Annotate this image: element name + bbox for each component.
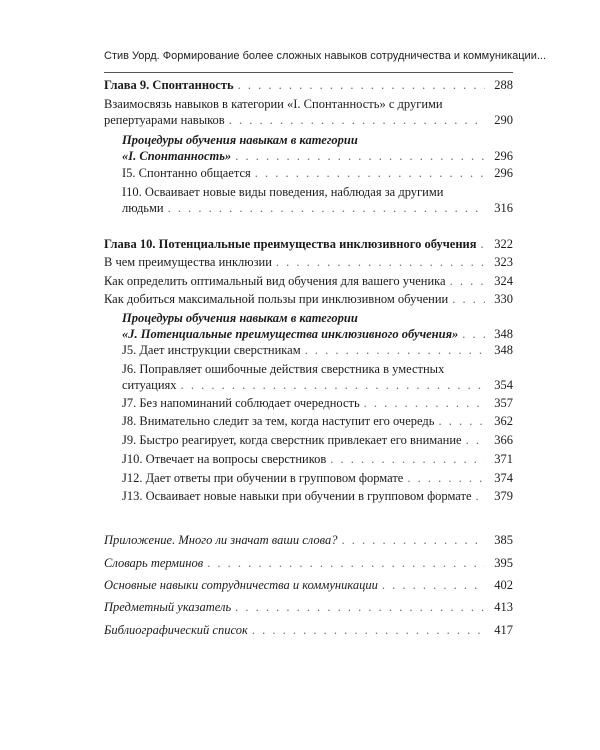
toc-title: J8. Внимательно следит за тем, когда наступит его очередь: [122, 414, 435, 428]
toc-title: I5. Спонтанно общается: [122, 166, 251, 180]
dot-leader: [438, 413, 485, 429]
toc-title: Процедуры обучения навыкам в категории: [122, 133, 358, 147]
toc-entry[interactable]: [104, 254, 513, 270]
dot-leader: [364, 395, 485, 411]
toc-page: 296: [494, 166, 513, 180]
toc-skill[interactable]: [122, 361, 513, 393]
dot-leader: [452, 291, 485, 307]
toc-bibliography[interactable]: [104, 622, 513, 638]
dot-leader: [255, 165, 485, 181]
toc-page: 402: [494, 578, 513, 592]
toc-page: 288: [494, 78, 513, 92]
toc-title: Предметный указатель: [104, 600, 232, 614]
toc-title: J6. Поправляет ошибочные действия сверстника в уместных: [122, 362, 445, 376]
toc-page: 413: [494, 600, 513, 614]
toc-page: 323: [494, 255, 513, 269]
dot-leader: [466, 432, 485, 448]
toc-skill[interactable]: [122, 413, 513, 429]
toc-page: 362: [494, 414, 513, 428]
toc-glossary[interactable]: [104, 555, 513, 571]
toc-page: 322: [494, 237, 513, 251]
dot-leader: [450, 273, 485, 289]
toc-procedures[interactable]: [122, 310, 513, 342]
dot-leader: [168, 200, 485, 216]
toc-appendix[interactable]: [104, 532, 513, 548]
toc-title: J13. Осваивает новые навыки при обучении в групповом формате: [122, 489, 472, 503]
dot-leader: [238, 77, 485, 93]
toc-skill[interactable]: [122, 432, 513, 448]
dot-leader: [341, 532, 485, 548]
dot-leader: [330, 451, 485, 467]
toc-page: 316: [494, 201, 513, 215]
toc-skill[interactable]: [122, 184, 513, 216]
toc-title: Словарь терминов: [104, 556, 204, 570]
toc-page: 296: [494, 149, 513, 163]
toc-page: 348: [494, 343, 513, 357]
toc-title-cont: репертуарами навыков: [104, 113, 225, 127]
dot-leader: [235, 599, 485, 615]
toc-chapter-9[interactable]: [104, 77, 513, 93]
toc-page: 371: [494, 452, 513, 466]
toc-page: 348: [494, 327, 513, 341]
toc-title: I10. Осваивает новые виды поведения, наблюдая за другими: [122, 185, 444, 199]
toc-page: 357: [494, 396, 513, 410]
toc-title: J10. Отвечает на вопросы сверстников: [122, 452, 327, 466]
toc-title: Взаимосвязь навыков в категории «I. Спонтанность» с другими: [104, 97, 443, 111]
toc-title: Процедуры обучения навыкам в категории: [122, 311, 358, 325]
toc-page: 366: [494, 433, 513, 447]
dot-leader: [305, 342, 485, 358]
toc-title: Глава 9. Спонтанность: [104, 78, 234, 92]
toc-page: 417: [494, 623, 513, 637]
header-rule: [104, 72, 513, 73]
toc-page: 379: [494, 489, 513, 503]
toc-title: Приложение. Много ли значат ваши слова?: [104, 533, 338, 547]
toc-title: J7. Без напоминаний соблюдает очередность: [122, 396, 360, 410]
dot-leader: [382, 577, 485, 593]
toc-page: 395: [494, 556, 513, 570]
toc-title-cont: «I. Спонтанность»: [122, 149, 232, 163]
running-header: Стив Уорд. Формирование более сложных навыков сотрудничества и коммуникации...: [104, 50, 547, 62]
toc-page: 354: [494, 378, 513, 392]
toc-page: 385: [494, 533, 513, 547]
toc-page: 330: [494, 292, 513, 306]
dot-leader: [207, 555, 485, 571]
dot-leader: [229, 112, 485, 128]
dot-leader: [252, 622, 485, 638]
dot-leader: [181, 377, 485, 393]
dot-leader: [407, 470, 485, 486]
toc-title: J9. Быстро реагирует, когда сверстник привлекает его внимание: [122, 433, 462, 447]
toc-title: Как определить оптимальный вид обучения для вашего ученика: [104, 274, 446, 288]
toc-skill[interactable]: [122, 470, 513, 486]
toc-title: Глава 10. Потенциальные преимущества инклюзивного обучения: [104, 237, 477, 251]
toc-skill[interactable]: [122, 488, 513, 504]
toc-skill[interactable]: [122, 451, 513, 467]
toc-page: 374: [494, 471, 513, 485]
toc-title: В чем преимущества инклюзии: [104, 255, 272, 269]
toc-entry[interactable]: [104, 291, 513, 307]
toc-title-cont: «J. Потенциальные преимущества инклюзивного обучения»: [122, 327, 459, 341]
toc-skills-list[interactable]: [104, 577, 513, 593]
dot-leader: [476, 488, 485, 504]
toc-page: 290: [494, 113, 513, 127]
toc-title: J12. Дает ответы при обучении в групповом формате: [122, 471, 404, 485]
toc-title: J5. Дает инструкции сверстникам: [122, 343, 301, 357]
toc-subject-index[interactable]: [104, 599, 513, 615]
dot-leader: [276, 254, 485, 270]
toc-title-cont: людьми: [122, 201, 164, 215]
toc-title: Библиографический список: [104, 623, 248, 637]
toc-title-cont: ситуациях: [122, 378, 177, 392]
toc-skill[interactable]: [122, 342, 513, 358]
toc-skill[interactable]: [122, 165, 513, 181]
toc-skill[interactable]: [122, 395, 513, 411]
toc-procedures[interactable]: [122, 132, 513, 164]
toc-title: Как добиться максимальной пользы при инклюзивном обучении: [104, 292, 449, 306]
toc-page: 324: [494, 274, 513, 288]
dot-leader: [235, 148, 485, 164]
dot-leader: [462, 326, 485, 342]
toc-entry[interactable]: [104, 273, 513, 289]
toc-entry[interactable]: [104, 96, 513, 128]
dot-leader: [481, 236, 485, 252]
toc-chapter-10[interactable]: [104, 236, 513, 252]
toc-title: Основные навыки сотрудничества и коммуникации: [104, 578, 378, 592]
